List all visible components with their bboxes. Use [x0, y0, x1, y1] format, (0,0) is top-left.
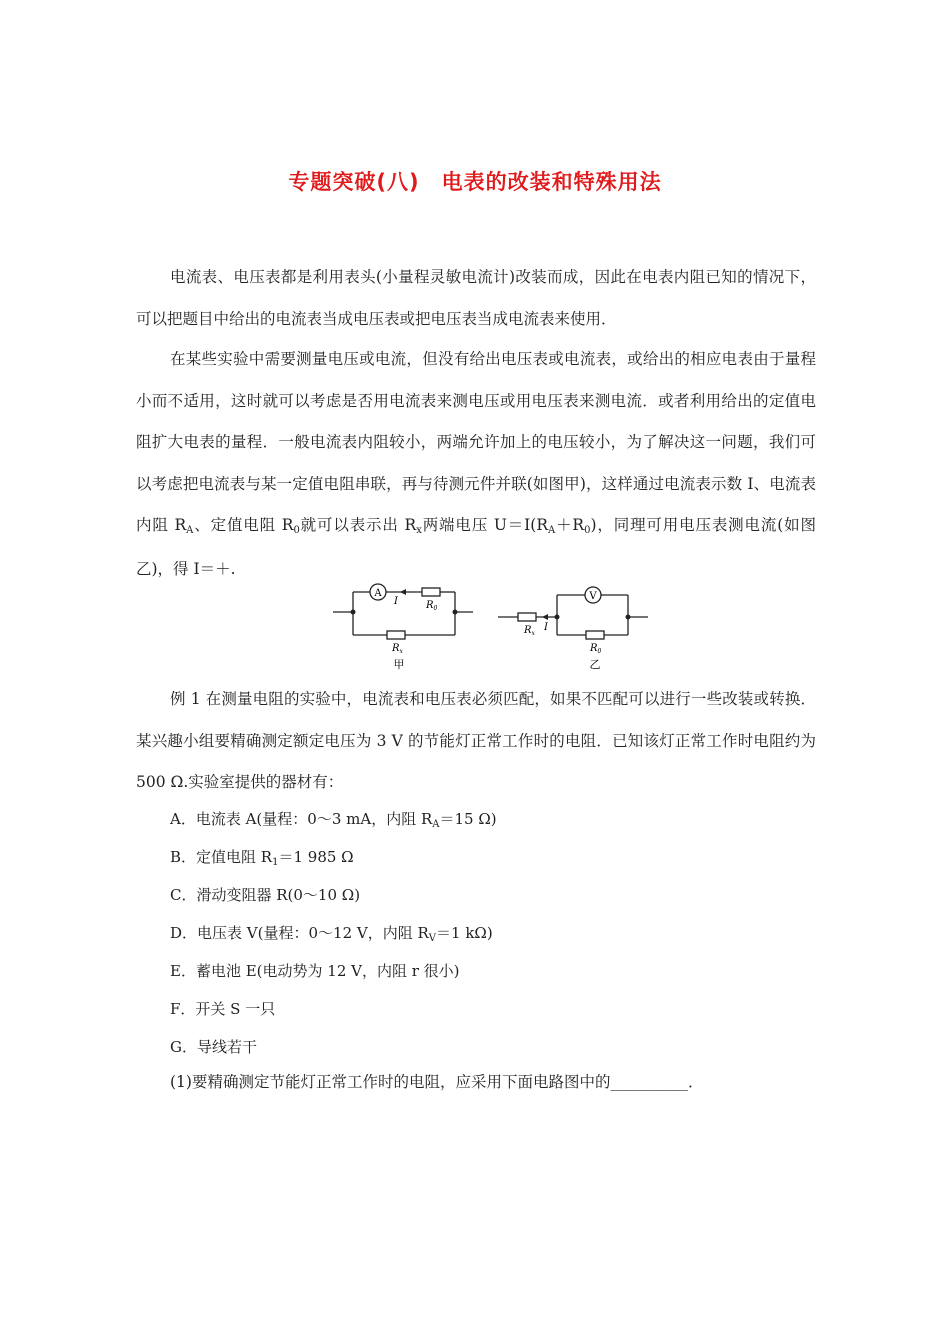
meter-label-a: A [374, 588, 382, 599]
intro-paragraph-2: 在某些实验中需要测量电压或电流，但没有给出电压表或电流表，或给出的相应电表由于量程小而不适用，这时就可以考虑是否用电流表来测电压或用电压表来测电流．或者利用给出的定值电阻扩大电表的量程．一般电流表内阻较小，两端允许加上的电压较小，为了解决这一问题，我们可以考虑把电流表与某一定值电阻串联，再与待测元件并联(如图甲)，这样通过电流表示数 I、电流表内阻 $R_A$、定值电阻 $R_0$就可以表示出 $R_x$两端电压 $U=I(R_A+R_0)$，同理可用电压表测电流(如图乙)，得 I＝＋. [136, 350, 816, 578]
page-title: 专题突破(八) 电表的改装和特殊用法 [288, 170, 662, 194]
current-arrow2-icon [542, 614, 548, 620]
intro-paragraph-1: 电流表、电压表都是利用表头(小量程灵敏电流计)改装而成，因此在电表内阻已知的情况下，可以把题目中给出的电流表当成电压表或把电压表当成电流表来使用． [136, 268, 816, 328]
option-item: A．电流表 A(量程：0～3 mA，内阻 $R_A=15$ Ω) [170, 810, 497, 830]
caption-jia: 甲 [393, 658, 405, 671]
resistor-r0-icon [422, 588, 440, 596]
question-1: (1)要精确测定节能灯正常工作时的电阻，应采用下面电路图中的__________． [170, 1073, 704, 1091]
resistor-rx2-icon [518, 613, 536, 621]
circuit-figure [320, 580, 660, 675]
option-item: C．滑动变阻器 R(0～10 Ω) [170, 886, 361, 904]
circuit-yi [498, 587, 648, 639]
svg-text:Rx: $R_x$ [524, 625, 535, 637]
option-item: B．定值电阻 $R_1=1$ 985 Ω [170, 848, 354, 868]
resistor-r02-icon [586, 631, 604, 639]
example-paragraph: 例 1 在测量电阻的实验中，电流表和电压表必须匹配，如果不匹配可以进行一些改装或转换．某兴趣小组要精确测定额定电压为 3 V 的节能灯正常工作时的电阻．已知该灯正常工作时电阻约为 500 Ω.实验室提供的器材有： [136, 690, 816, 791]
option-item: F．开关 S 一只 [170, 1000, 276, 1018]
option-item: E．蓄电池 E(电动势为 12 V，内阻 r 很小) [170, 962, 460, 980]
svg-text:R0: $R_0$ [426, 600, 438, 612]
current-label: I [394, 596, 398, 607]
caption-yi: 乙 [589, 658, 601, 671]
svg-text:R0: $R_0$ [590, 643, 602, 655]
resistor-rx-icon [387, 631, 405, 639]
meter-label-v: V [589, 591, 597, 602]
option-item: G．导线若干 [170, 1038, 257, 1056]
option-item: D．电压表 V(量程：0～12 V，内阻 $R_V=1$ kΩ) [170, 924, 493, 944]
current-arrow-icon [400, 589, 406, 595]
svg-text:I: I [544, 622, 548, 633]
svg-text:Rx: $R_x$ [392, 643, 403, 655]
circuit-diagrams [320, 580, 660, 679]
